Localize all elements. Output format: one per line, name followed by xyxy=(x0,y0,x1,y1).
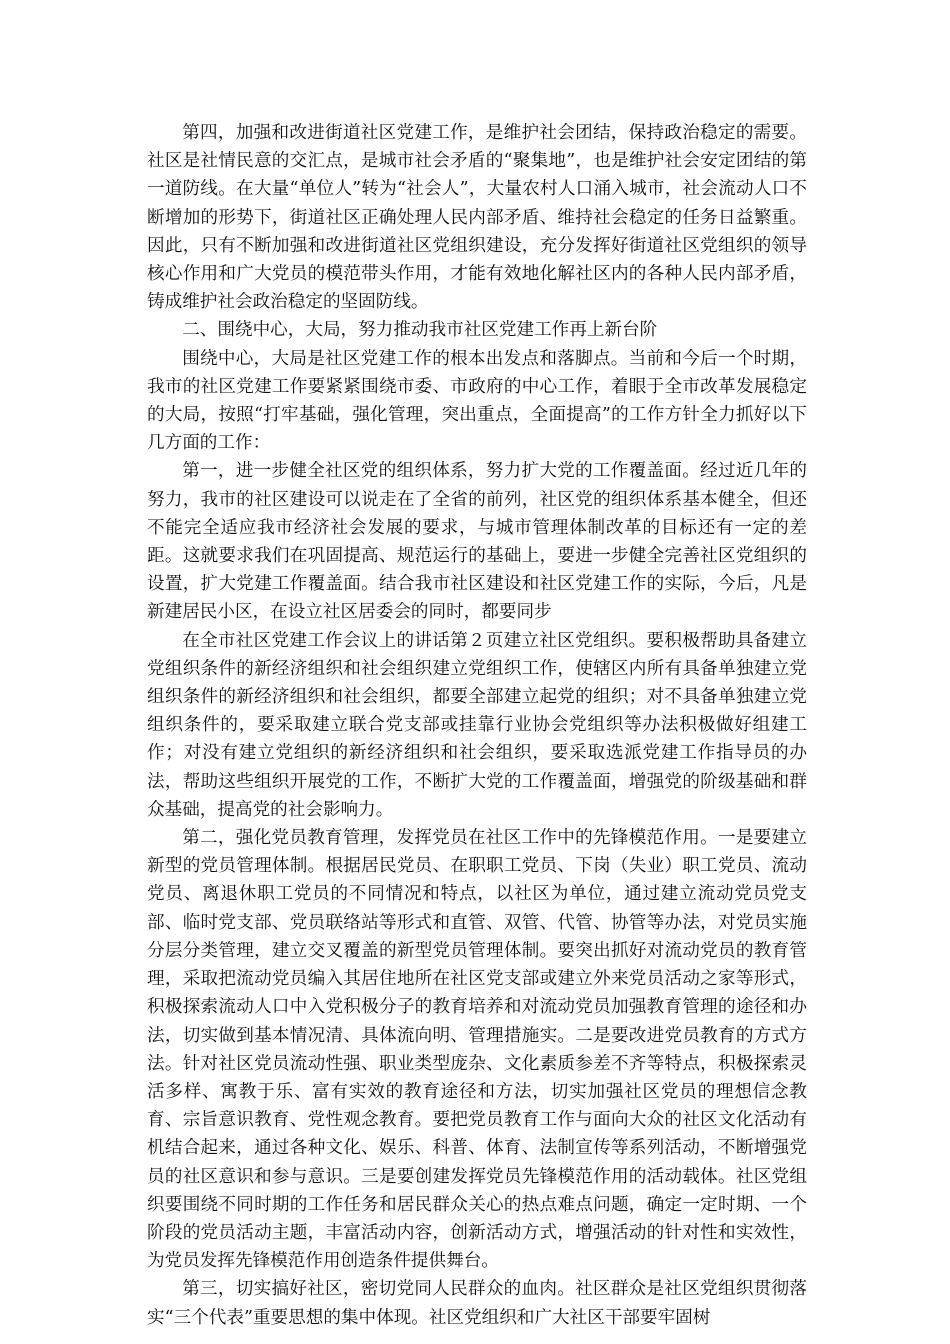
paragraph-first: 第一，进一步健全社区党的组织体系，努力扩大党的工作覆盖面。经过近几年的努力，我市的社区建设可以说走在了全省的前列，社区党的组织体系基本健全，但还不能完全适应我市经济社会发展的要求，与城市管理体制改革的目标还有一定的差距。这就要求我们在巩固提高、规范运行的基础上，要进一步健全完善社区党组织的设置，扩大党建工作覆盖面。结合我市社区建设和社区党建工作的实际，今后，凡是新建居民小区，在设立社区居委会的同时，都要同步 xyxy=(147,461,807,623)
paragraph-second: 第二，强化党员教育管理，发挥党员在社区工作中的先锋模范作用。一是要建立新型的党员管理体制。根据居民党员、在职职工党员、下岗（失业）职工党员、流动党员、离退休职工党员的不同情况和特点，以社区为单位，通过建立流动党员党支部、临时党支部、党员联络站等形式和直管、双管、代管、协管等办法，对党员实施分层分类管理，建立交叉覆盖的新型党员管理体制。要突出抓好对流动党员的教育管理，采取把流动党员编入其居住地所在社区党支部或建立外来党员活动之家等形式，积极探索流动人口中入党积极分子的教育培养和对流动党员加强教育管理的途径和办法，切实做到基本情况清、具体流向明、管理措施实。二是要改进党员教育的方式方法。针对社区党员流动性强、职业类型庞杂、文化素质参差不齐等特点，积极探索灵活多样、寓教于乐、富有实效的教育途径和方法，切实加强社区党员的理想信念教育、宗旨意识教育、党性观念教育。要把党员教育工作与面向大众的社区文化活动有机结合起来，通过各种文化、娱乐、科普、体育、法制宣传等系列活动，不断增强党员的社区意识和参与意识。三是要创建发挥党员先锋模范作用的活动载体。社区党组织要围绕不同时期的工作任务和居民群众关心的热点难点问题，确定一定时期、一个阶段的党员活动主题，丰富活动内容，创新活动方式，增强活动的针对性和实效性，为党员发挥先锋模范作用创造条件提供舞台。 xyxy=(147,828,807,1272)
paragraph-third: 第三，切实搞好社区，密切党同人民群众的血肉。社区群众是社区党组织贯彻落实“三个代表”重要思想的集中体现。社区党组织和广大社区干部要牢固树 xyxy=(147,1279,807,1328)
paragraph-4th-point: 第四，加强和改进街道社区党建工作，是维护社会团结，保持政治稳定的需要。社区是社情民意的交汇点，是城市社会矛盾的“聚集地”，也是维护社会安定团结的第一道防线。在大量“单位人”转为“社会人”，大量农村人口涌入城市，社会流动人口不断增加的形势下，街道社区正确处理人民内部矛盾、维持社会稳定的任务日益繁重。因此，只有不断加强和改进街道社区党组织建设，充分发挥好街道社区党组织的领导核心作用和广大党员的模范带头作用，才能有效地化解社区内的各种人民内部矛盾，铸成维护社会政治稳定的坚固防线。 xyxy=(147,123,807,313)
document-body xyxy=(147,119,807,1332)
paragraph-intro: 围绕中心，大局是社区党建工作的根本出发点和落脚点。当前和今后一个时期，我市的社区党建工作要紧紧围绕市委、市政府的中心工作，着眼于全市改革发展稳定的大局，按照“打牢基础，强化管理，突出重点，全面提高”的工作方针全力抓好以下几方面的工作： xyxy=(147,348,807,454)
section-heading-2: 二、围绕中心，大局，努力推动我市社区党建工作再上新台阶 xyxy=(182,320,658,341)
paragraph-first-continued: 在全市社区党建工作会议上的讲话第２页建立社区党组织。要积极帮助具备建立党组织条件的新经济组织和社会组织建立党组织工作，使辖区内所有具备单独建立党组织条件的新经济组织和社会组织，都要全部建立起党的组织；对不具备单独建立党组织条件的，要采取建立联合党支部或挂靠行业协会党组织等办法积极做好组建工作；对没有建立党组织的新经济组织和社会组织，要采取选派党建工作指导员的办法，帮助这些组织开展党的工作，不断扩大党的工作覆盖面，增强党的阶级基础和群众基础，提高党的社会影响力。 xyxy=(147,630,807,820)
